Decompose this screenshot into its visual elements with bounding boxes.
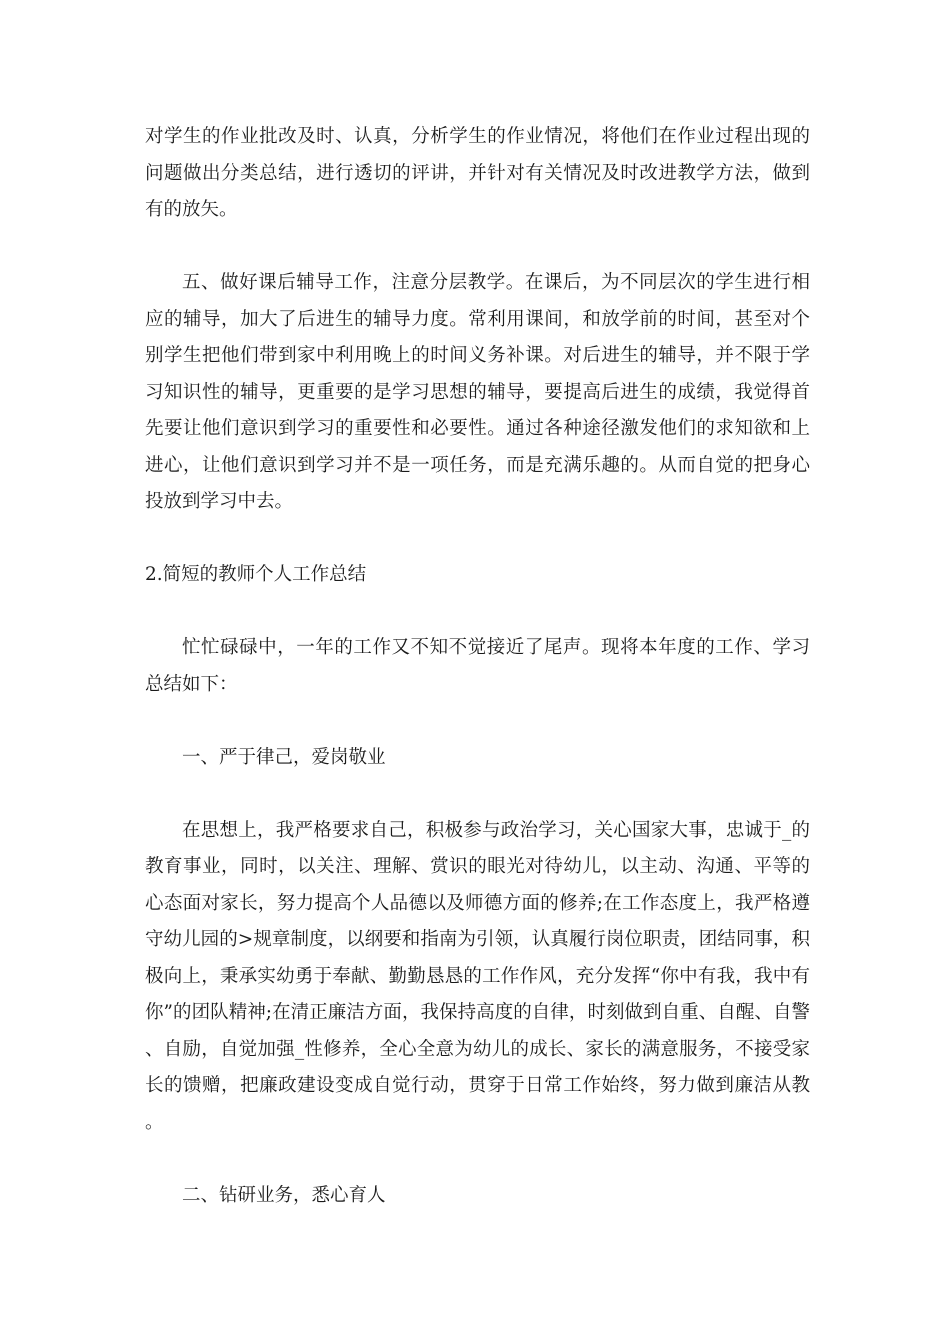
paragraph-spacer <box>145 776 810 813</box>
paragraph-after-class-tutoring: 五、做好课后辅导工作，注意分层教学。在课后，为不同层次的学生进行相应的辅导，加大了后进生的辅导力度。常利用课间，和放学前的时间，甚至对个别学生把他们带到家中利用晚上的时间义务补课。对后进生的辅导，并不限于学习知识性的辅导，更重要的是学习思想的辅导，要提高后进生的成绩，我觉得首先要让他们意识到学习的重要性和必要性。通过各种途径激发他们的求知欲和上进心，让他们意识到学习并不是一项任务，而是充满乐趣的。从而自觉的把身心投放到学习中去。 <box>145 272 810 512</box>
subheading-self-discipline: 一、严于律己，爱岗敬业 <box>182 746 386 768</box>
paragraph-spacer <box>145 521 810 558</box>
paragraph-spacer <box>145 1141 810 1178</box>
document-body <box>145 119 810 1214</box>
paragraph-spacer <box>145 703 810 740</box>
paragraph-ideology: 在思想上，我严格要求自己，积极参与政治学习，关心国家大事，忠诚于_的教育事业，同时，以关注、理解、赏识的眼光对待幼儿，以主动、沟通、平等的心态面对家长，努力提高个人品德以及师德方面的修养;在工作态度上，我严格遵守幼儿园的>规章制度，以纲要和指南为引领，认真履行岗位职责，团结同事，积极向上，秉承实幼勇于奉献、勤勤恳恳的工作作风，充分发挥“你中有我，我中有你”的团队精神;在清正廉洁方面，我保持高度的自律，时刻做到自重、自醒、自警、自励，自觉加强_性修养，全心全意为幼儿的成长、家长的满意服务，不接受家长的馈赠，把廉政建设变成自觉行动，贯穿于日常工作始终，努力做到廉洁从教。 <box>145 819 810 1133</box>
paragraph-intro: 忙忙碌碌中，一年的工作又不知不觉接近了尾声。现将本年度的工作、学习总结如下： <box>145 637 810 695</box>
paragraph-homework-review: 对学生的作业批改及时、认真，分析学生的作业情况，将他们在作业过程出现的问题做出分类总结，进行透切的评讲，并针对有关情况及时改进教学方法，做到有的放矢。 <box>145 126 810 220</box>
section-heading-teacher-summary: 2.简短的教师个人工作总结 <box>145 564 367 585</box>
paragraph-spacer <box>145 594 810 631</box>
subheading-professional-study: 二、钻研业务，悉心育人 <box>182 1184 386 1206</box>
paragraph-spacer <box>145 229 810 266</box>
